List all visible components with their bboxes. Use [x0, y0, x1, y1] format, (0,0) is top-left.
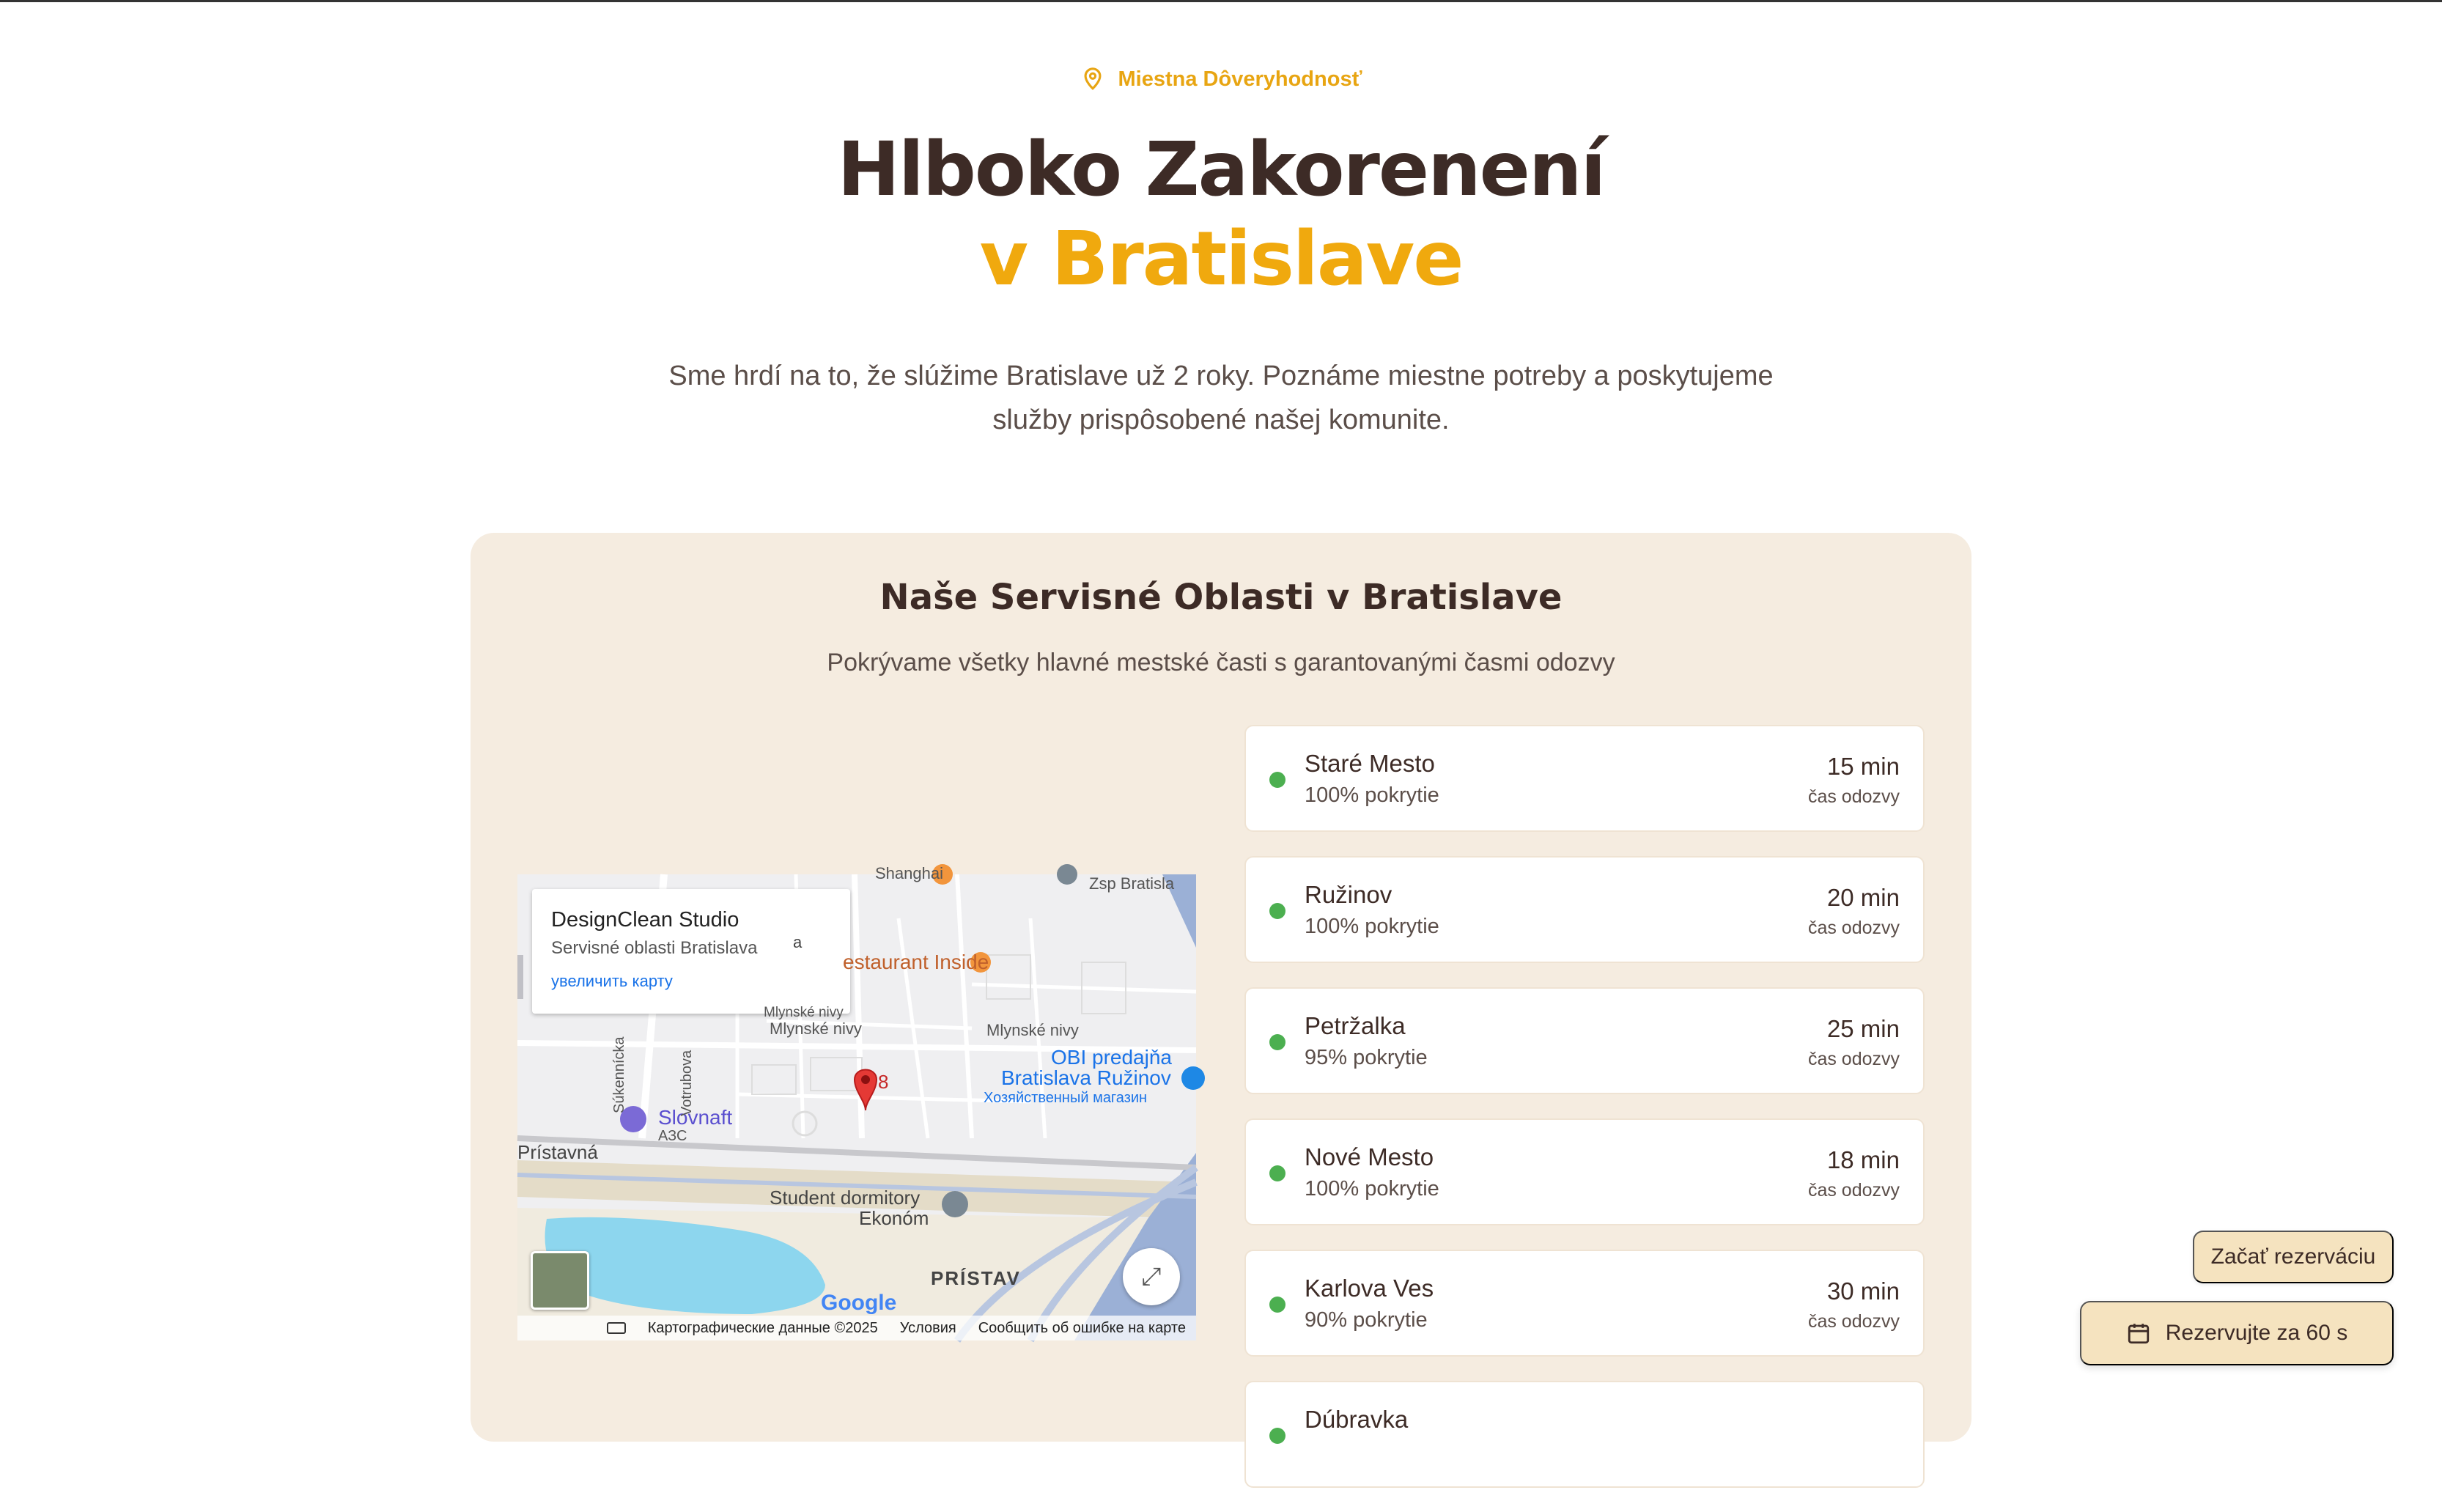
area-response-time: 20 min: [1826, 884, 1900, 911]
map-label-student-1: Student dormitory: [770, 1187, 921, 1209]
status-dot: [1269, 1034, 1285, 1050]
map-label-votrubova: Votrubova: [679, 1050, 695, 1116]
status-dot: [1269, 772, 1285, 788]
area-card: [1244, 1250, 1925, 1357]
area-response-time: 18 min: [1826, 1146, 1900, 1173]
area-coverage: 100% pokrytie: [1305, 1177, 1439, 1201]
map-label-pristavna: Prístavná: [517, 1141, 598, 1163]
status-dot: [1269, 1165, 1285, 1181]
calendar-icon: [2126, 1321, 2151, 1346]
keyboard-icon[interactable]: [607, 1322, 626, 1334]
eyebrow: [0, 67, 2442, 92]
map-footer: [517, 1316, 1196, 1340]
area-card: [1244, 1381, 1925, 1488]
title-line-1: Hlboko Zakorenení: [837, 126, 1605, 213]
map-label-mlynske-2: Mlynské nivy: [770, 1019, 862, 1038]
fullscreen-button[interactable]: [1123, 1248, 1180, 1305]
area-card: [1244, 987, 1925, 1094]
map-data-attribution: Картографические данные ©2025: [647, 1319, 878, 1336]
map-card-subtitle: Servisné oblasti Bratislava: [551, 938, 758, 958]
map-label-obi-3: Хозяйственный магазин: [984, 1090, 1148, 1106]
area-coverage: 95% pokrytie: [1305, 1046, 1428, 1069]
area-name: Karlova Ves: [1305, 1275, 1434, 1302]
map-report-link[interactable]: Сообщить об ошибке на карте: [978, 1319, 1186, 1336]
area-response-time: 30 min: [1826, 1277, 1900, 1305]
map-label-pristav: PRÍSTAV: [931, 1267, 1021, 1289]
satellite-toggle[interactable]: [531, 1251, 589, 1310]
area-name: Petržalka: [1305, 1012, 1406, 1039]
map-card-extra: a: [793, 933, 803, 951]
map-label-shanghai: Shanghai: [875, 864, 943, 882]
status-dot: [1269, 1428, 1285, 1444]
map-label-slovnaft: Slovnaft: [658, 1106, 733, 1129]
area-response-label: čas odozvy: [1807, 918, 1900, 938]
area-name: Ružinov: [1305, 881, 1392, 908]
status-dot: [1269, 903, 1285, 919]
map-label-obi-2: Bratislava Ružinov: [1001, 1066, 1171, 1089]
area-response-label: čas odozvy: [1807, 1311, 1900, 1332]
area-list: [1244, 725, 1925, 1512]
lead-line-1: Sme hrdí na to, že slúžime Bratislave už 2 roky. Poznáme miestne potreby a poskytujeme: [668, 361, 1774, 391]
service-subtitle: Pokrývame všetky hlavné mestské časti s garantovanými časmi odozvy: [827, 649, 1615, 676]
area-name: Dúbravka: [1305, 1406, 1409, 1433]
service-areas-panel: [471, 533, 1971, 1442]
title-line-2: v Bratislave: [979, 215, 1463, 303]
map-label-obi-1: OBI predajňa: [1051, 1046, 1172, 1069]
area-coverage: 100% pokrytie: [1305, 783, 1439, 807]
area-name: Nové Mesto: [1305, 1143, 1434, 1170]
area-name: Staré Mesto: [1305, 750, 1435, 777]
map-label-mlynske-1: Mlynské nivy: [764, 1005, 844, 1020]
location-pin-icon: [1080, 67, 1105, 92]
map-enlarge-link[interactable]: увеличить карту: [551, 972, 673, 990]
fullscreen-icon: ⤢: [1141, 1262, 1162, 1291]
page-title: [0, 125, 2442, 304]
map-embed[interactable]: [517, 864, 1196, 1340]
map-terms-link[interactable]: Условия: [899, 1319, 956, 1336]
map-label-zsp: Zsp Bratisla: [1089, 874, 1175, 893]
map-label-mlynske-3: Mlynské nivy: [986, 1021, 1079, 1039]
google-logo: Google: [821, 1291, 897, 1315]
lead-paragraph: [635, 354, 1807, 442]
book-in-60s-label: Rezervujte za 60 s: [2165, 1321, 2348, 1345]
area-response-label: čas odozvy: [1807, 1180, 1900, 1201]
area-response-label: čas odozvy: [1807, 1049, 1900, 1069]
start-booking-button[interactable]: Začať rezerváciu: [2193, 1231, 2394, 1283]
area-response-time: 25 min: [1826, 1015, 1900, 1042]
lead-line-2: služby prispôsobené našej komunite.: [992, 405, 1450, 435]
area-card: [1244, 1118, 1925, 1225]
map-label-azs: АЗС: [658, 1128, 687, 1144]
area-card: [1244, 856, 1925, 963]
area-response-label: čas odozvy: [1807, 786, 1900, 807]
eyebrow-label: Miestna Dôveryhodnosť: [1118, 67, 1362, 91]
map-label-sukennicka: Súkennícka: [611, 1036, 627, 1113]
area-card: [1244, 725, 1925, 832]
map-marker-label: 8: [878, 1071, 889, 1093]
map-info-card: [532, 889, 850, 1014]
map-label-student-2: Ekonóm: [859, 1207, 929, 1229]
area-coverage: 100% pokrytie: [1305, 915, 1439, 938]
book-in-60s-button[interactable]: [2080, 1301, 2394, 1365]
area-response-time: 15 min: [1826, 753, 1900, 780]
map-card-name: DesignClean Studio: [551, 908, 739, 932]
area-coverage: 90% pokrytie: [1305, 1308, 1428, 1332]
status-dot: [1269, 1297, 1285, 1313]
service-title: Naše Servisné Oblasti v Bratislave: [879, 577, 1563, 618]
map-label-restaurant: estaurant Inside: [843, 951, 989, 973]
